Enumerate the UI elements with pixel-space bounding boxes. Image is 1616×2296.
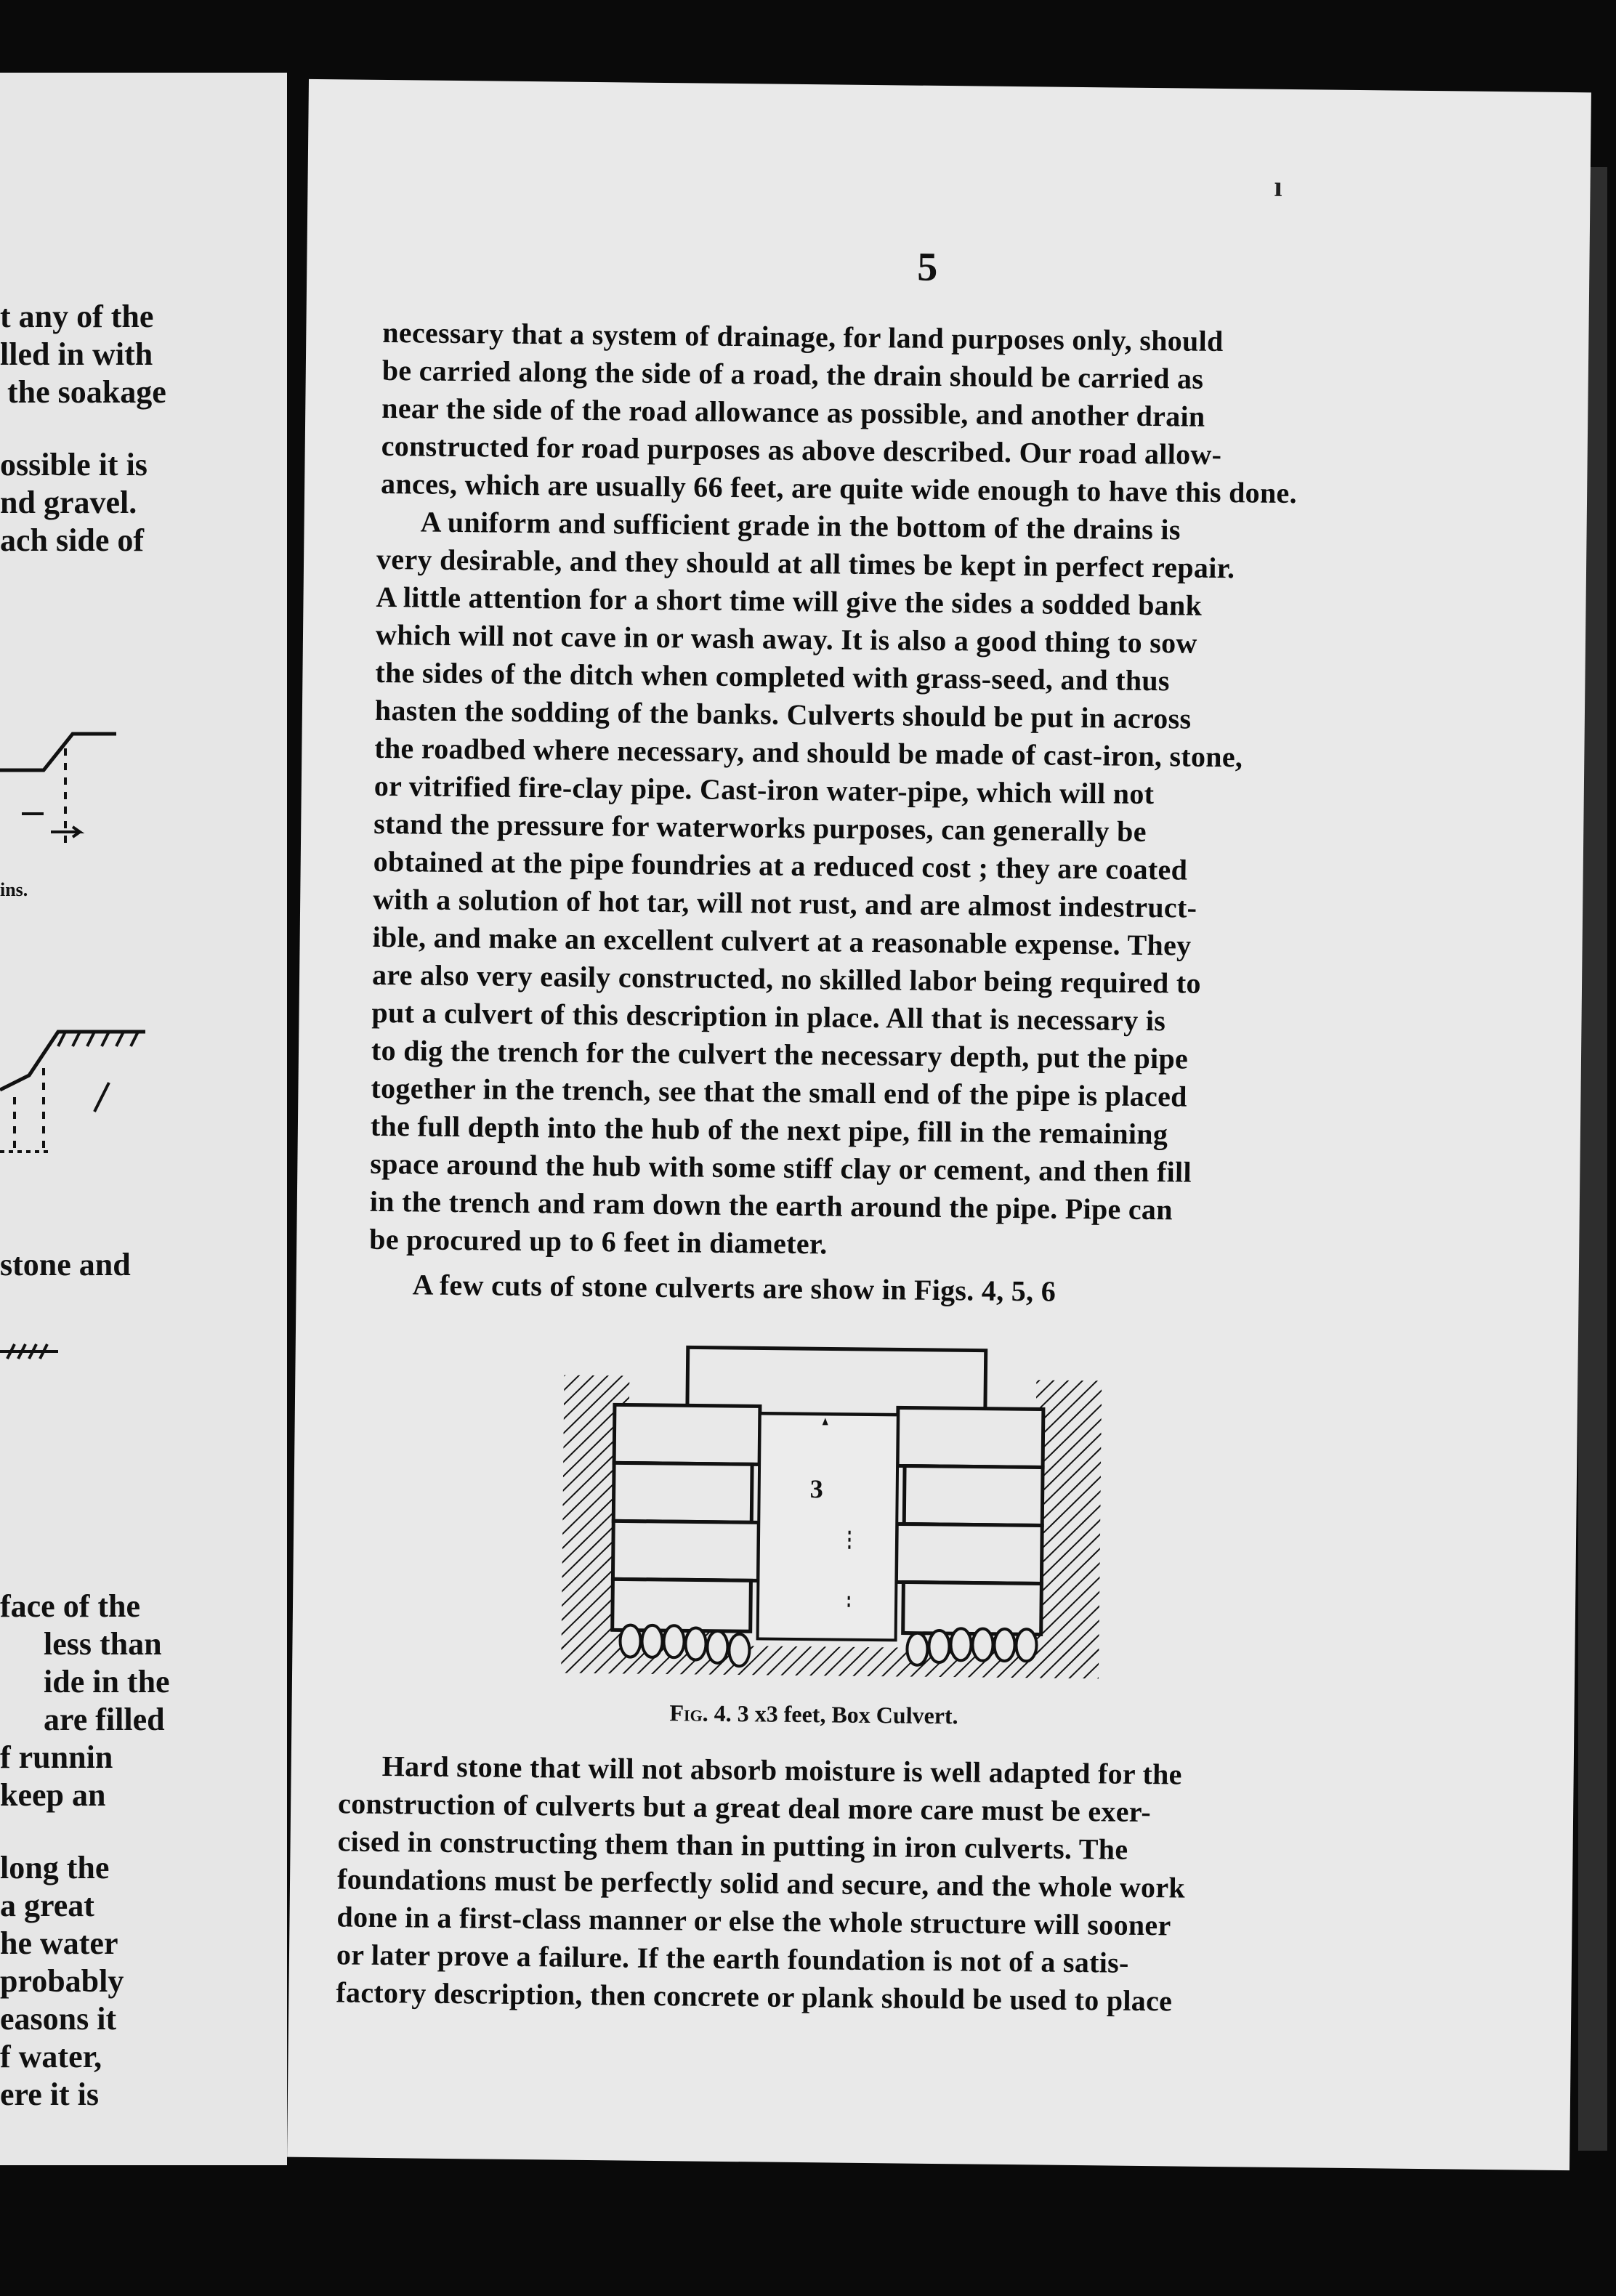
left-text-line: ossible it is <box>0 447 148 482</box>
left-text-line: nd gravel. <box>0 485 137 520</box>
left-text-line: he water <box>0 1925 118 1961</box>
text-line: hasten the sodding of the banks. Culverts should be put in across <box>374 693 1192 735</box>
left-page-fragment <box>0 73 287 2165</box>
text-line: done in a first-class manner or else the whole structure will sooner <box>336 1900 1171 1942</box>
left-text-line: f water, <box>0 2039 102 2074</box>
text-line: or later prove a failure. If the earth foundation is not of a satis- <box>336 1938 1129 1979</box>
figure-dimension-label: 3 <box>809 1474 823 1504</box>
text-line: ances, which are usually 66 feet, are quite wide enough to have this done. <box>380 466 1298 510</box>
left-text-line: the soakage <box>7 374 166 410</box>
text-line: the roadbed where necessary, and should be made of cast-iron, stone, <box>374 731 1243 774</box>
left-text-line: stone and <box>0 1247 131 1282</box>
figure-caption <box>669 1699 958 1729</box>
left-text-line: probably <box>0 1963 124 1999</box>
left-text-line: are filled <box>44 1702 165 1737</box>
left-text-line: long the <box>0 1850 110 1885</box>
book-page <box>287 79 1591 2170</box>
text-line: with a solution of hot tar, will not rust, and are almost indestruct- <box>372 882 1197 924</box>
text-line: be procured up to 6 feet in diameter. <box>369 1222 828 1261</box>
text-line: very desirable, and they should at all times be kept in perfect repair. <box>376 542 1235 585</box>
figure-caption-text: 3 x3 feet, Box Culvert. <box>737 1700 958 1729</box>
text-line: obtained at the pipe foundries at a reduced cost ; they are coated <box>373 844 1188 886</box>
text-line: construction of culverts but a great deal more care must be exer- <box>337 1787 1152 1829</box>
margin-mark: ı <box>1274 169 1282 203</box>
text-line: space around the hub with some stiff clay or cement, and then fill <box>370 1147 1192 1189</box>
text-line: factory description, then concrete or plank should be used to place <box>336 1976 1173 2018</box>
text-line: cised in constructing them than in putting in iron culverts. The <box>337 1824 1128 1866</box>
text-line: put a culvert of this description in place. All that is necessary is <box>371 995 1166 1038</box>
left-text-line: lled in with <box>0 336 153 372</box>
text-line: the full depth into the hub of the next pipe, fill in the remaining <box>370 1109 1168 1151</box>
left-text-line: less than <box>44 1626 162 1662</box>
text-line: the sides of the ditch when completed with grass-seed, and thus <box>375 655 1171 698</box>
text-line: in the trench and ram down the earth around the pipe. Pipe can <box>369 1184 1173 1226</box>
left-drain-diagram-bottom <box>0 988 262 1177</box>
left-text-line: ach side of <box>0 522 144 558</box>
text-line: foundations must be perfectly solid and secure, and the whole work <box>336 1862 1186 1904</box>
page-number: 5 <box>917 244 938 290</box>
figure-caption-number: Fig. 4. <box>669 1699 732 1727</box>
text-line: together in the trench, see that the small end of the pipe is placed <box>371 1071 1187 1113</box>
text-line: stand the pressure for waterworks purposes, can generally be <box>373 807 1147 848</box>
text-line: A uniform and sufficient grade in the bottom of the drains is <box>420 505 1181 546</box>
left-drain-diagram-top <box>0 625 262 857</box>
text-line: or vitrified fire-clay pipe. Cast-iron water-pipe, which will not <box>373 769 1155 811</box>
text-line: A little attention for a short time will give the sides a sodded bank <box>376 580 1203 622</box>
text-line: be carried along the side of a road, the drain should be carried as <box>381 353 1204 395</box>
left-text-line: ide in the <box>44 1664 170 1699</box>
text-line: A few cuts of stone culverts are show in Figs. 4, 5, 6 <box>412 1268 1057 1308</box>
text-line: which will not cave in or wash away. It is also a good thing to sow <box>375 618 1197 660</box>
text-line: are also very easily constructed, no skilled labor being required to <box>371 958 1202 1000</box>
left-text-line: ere it is <box>0 2077 100 2112</box>
text-line: necessary that a system of drainage, for land purposes only, should <box>382 315 1224 358</box>
left-text-line: keep an <box>0 1777 106 1813</box>
left-text-line: a great <box>0 1888 94 1923</box>
left-text-line: f runnin <box>0 1739 113 1775</box>
text-line: constructed for road purposes as above described. Our road allow- <box>381 429 1222 472</box>
text-line: Hard stone that will not absorb moisture is well adapted for the <box>381 1750 1182 1791</box>
box-culvert-figure <box>561 1332 1102 1679</box>
left-text-line: ins. <box>0 879 28 900</box>
hatch-mark <box>0 1337 87 1366</box>
left-text-line: face of the <box>0 1588 141 1624</box>
text-line: near the side of the road allowance as possible, and another drain <box>381 391 1205 433</box>
text-line: ible, and make an excellent culvert at a reasonable expense. They <box>372 920 1192 962</box>
left-text-line: t any of the <box>0 299 154 334</box>
left-text-line: easons it <box>0 2001 117 2037</box>
text-line: to dig the trench for the culvert the necessary depth, put the pipe <box>371 1033 1189 1075</box>
